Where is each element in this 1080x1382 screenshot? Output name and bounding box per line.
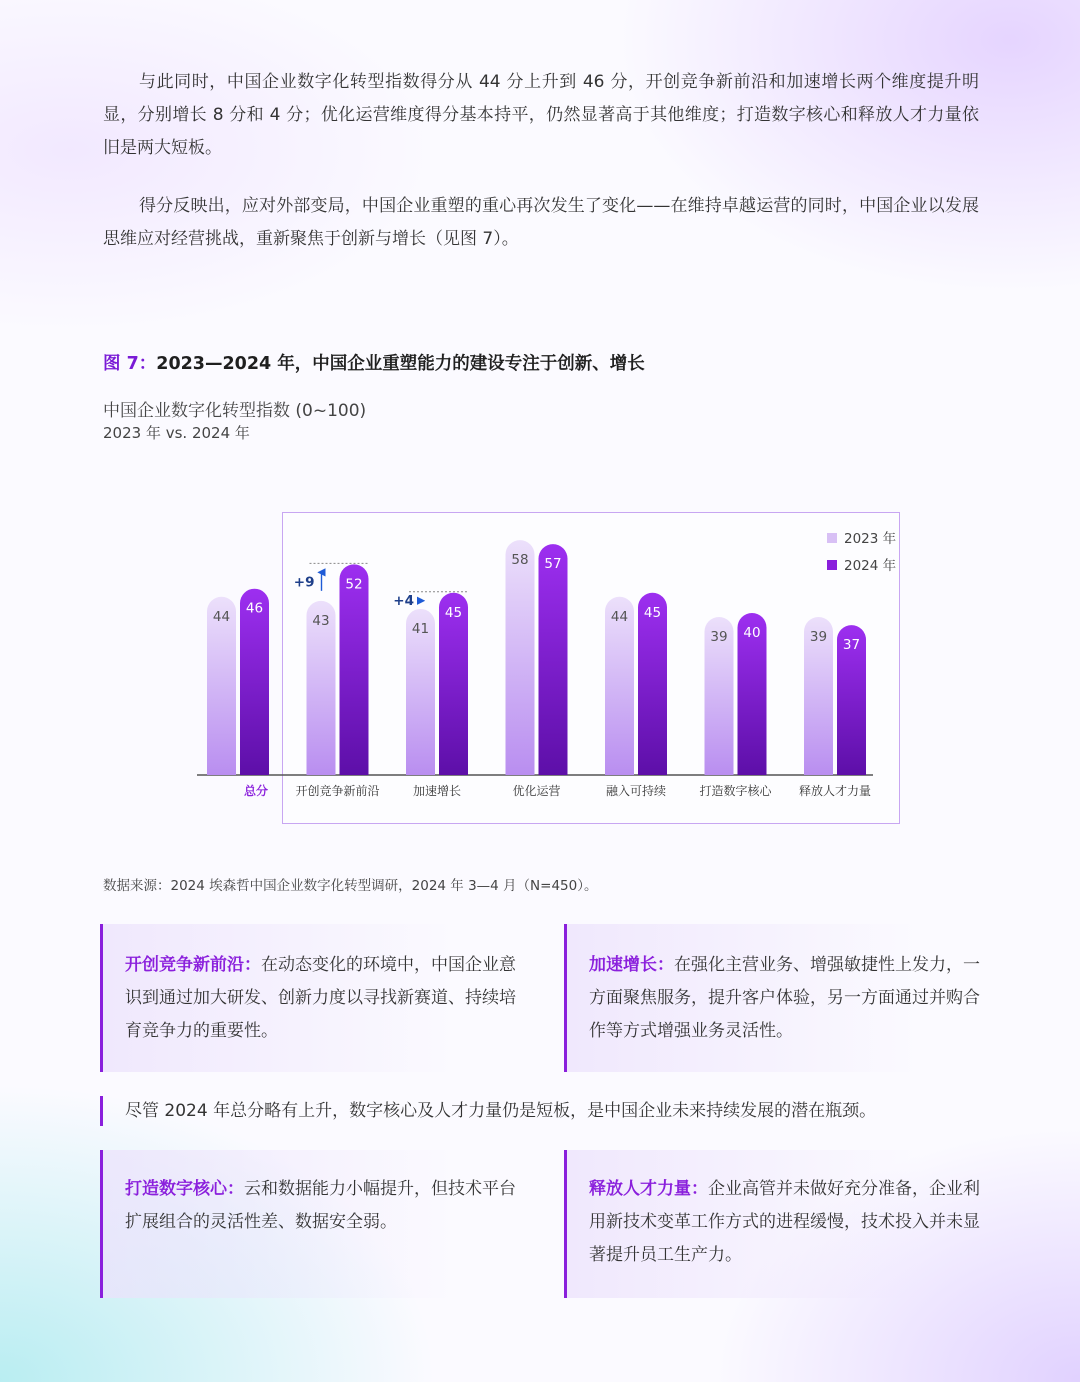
legend-label: 2024 年 xyxy=(844,558,897,574)
figure-subtitle: 中国企业数字化转型指数 (0~100) xyxy=(103,401,367,421)
bar-value-label: 37 xyxy=(842,637,861,654)
category-label: 打造数字核心 xyxy=(699,784,772,798)
bar-value-label: 41 xyxy=(411,620,430,637)
card-heading: 打造数字核心： xyxy=(125,1179,244,1199)
insight-card-growth xyxy=(564,924,984,1072)
legend-swatch xyxy=(827,560,837,570)
bar-value-label: 40 xyxy=(743,625,761,641)
card-heading: 释放人才力量： xyxy=(589,1179,708,1199)
bar-2023 xyxy=(506,540,535,775)
bar-value-label: 39 xyxy=(809,629,828,646)
insight-card-innovation xyxy=(100,924,520,1072)
growth-annotation: +4 xyxy=(393,592,414,609)
figure-title-text: 2023—2024 年，中国企业重塑能力的建设专注于创新、增长 xyxy=(156,354,645,374)
category-label: 释放人才力量 xyxy=(798,784,872,798)
card-text: 在强化主营业务、增强敏捷性上发力，一方面聚焦服务，提升客户体验，另一方面通过并购合作等方式增强业务灵活性。 xyxy=(589,955,980,1041)
category-label: 开创竞争新前沿 xyxy=(295,784,380,798)
bar-2024 xyxy=(340,564,369,775)
card-heading: 加速增长： xyxy=(589,955,674,975)
paragraph-1: 与此同时，中国企业数字化转型指数得分从 44 分上升到 46 分，开创竞争新前沿和加速增长两个维度提升明显，分别增长 8 分和 4 分；优化运营维度得分基本持平，仍然显著高于其他维度；打造数字核心和释放人才力量依旧是两大短板。 xyxy=(103,72,979,158)
card-text: 在动态变化的环境中，中国企业意识到通过加大研发、创新力度以寻找新赛道、持续培育竞争力的重要性。 xyxy=(125,955,516,1041)
bar-chart xyxy=(212,513,901,825)
data-source: 数据来源：2024 埃森哲中国企业数字化转型调研，2024 年 3—4 月（N=450）。 xyxy=(103,878,598,894)
bar-value-label: 45 xyxy=(643,604,662,621)
figure-title xyxy=(103,350,645,375)
bar-chart-frame xyxy=(212,512,900,824)
bar-value-label: 52 xyxy=(345,576,363,593)
insight-card-digital-core xyxy=(100,1150,520,1298)
insight-card-talent xyxy=(564,1150,984,1298)
legend-label: 2023 年 xyxy=(844,531,897,547)
category-label: 总分 xyxy=(243,784,269,798)
card-heading: 开创竞争新前沿： xyxy=(125,955,261,975)
card-text: 企业高管并未做好充分准备，企业利用新技术变革工作方式的进程缓慢，技术投入并未显著提升员工生产力。 xyxy=(589,1179,980,1265)
bar-2024 xyxy=(539,544,568,775)
bar-value-label: 57 xyxy=(544,556,562,573)
bar-value-label: 39 xyxy=(710,629,728,646)
card-text: 云和数据能力小幅提升，但技术平台扩展组合的灵活性差、数据安全弱。 xyxy=(125,1179,516,1232)
bar-value-label: 45 xyxy=(444,604,463,621)
callout-text: 尽管 2024 年总分略有上升，数字核心及人才力量仍是短板，是中国企业未来持续发展的潜在瓶颈。 xyxy=(100,1096,876,1126)
figure-period: 2023 年 vs. 2024 年 xyxy=(103,424,250,442)
bar-value-label: 46 xyxy=(245,600,264,617)
bar-value-label: 44 xyxy=(610,608,629,625)
legend-swatch xyxy=(827,533,837,543)
figure-number: 图 7： xyxy=(103,354,157,374)
growth-annotation: +9 xyxy=(293,574,315,591)
paragraph-2: 得分反映出，应对外部变局，中国企业重塑的重心再次发生了变化——在维持卓越运营的同时，中国企业以发展思维应对经营挑战，重新聚焦于创新与增长（见图 7）。 xyxy=(103,196,979,249)
bar-value-label: 44 xyxy=(212,608,231,625)
bar-value-label: 58 xyxy=(511,552,529,569)
category-label: 加速增长 xyxy=(412,784,462,798)
category-label: 优化运营 xyxy=(512,784,561,798)
bar-value-label: 43 xyxy=(312,612,330,629)
category-label: 融入可持续 xyxy=(605,784,667,798)
